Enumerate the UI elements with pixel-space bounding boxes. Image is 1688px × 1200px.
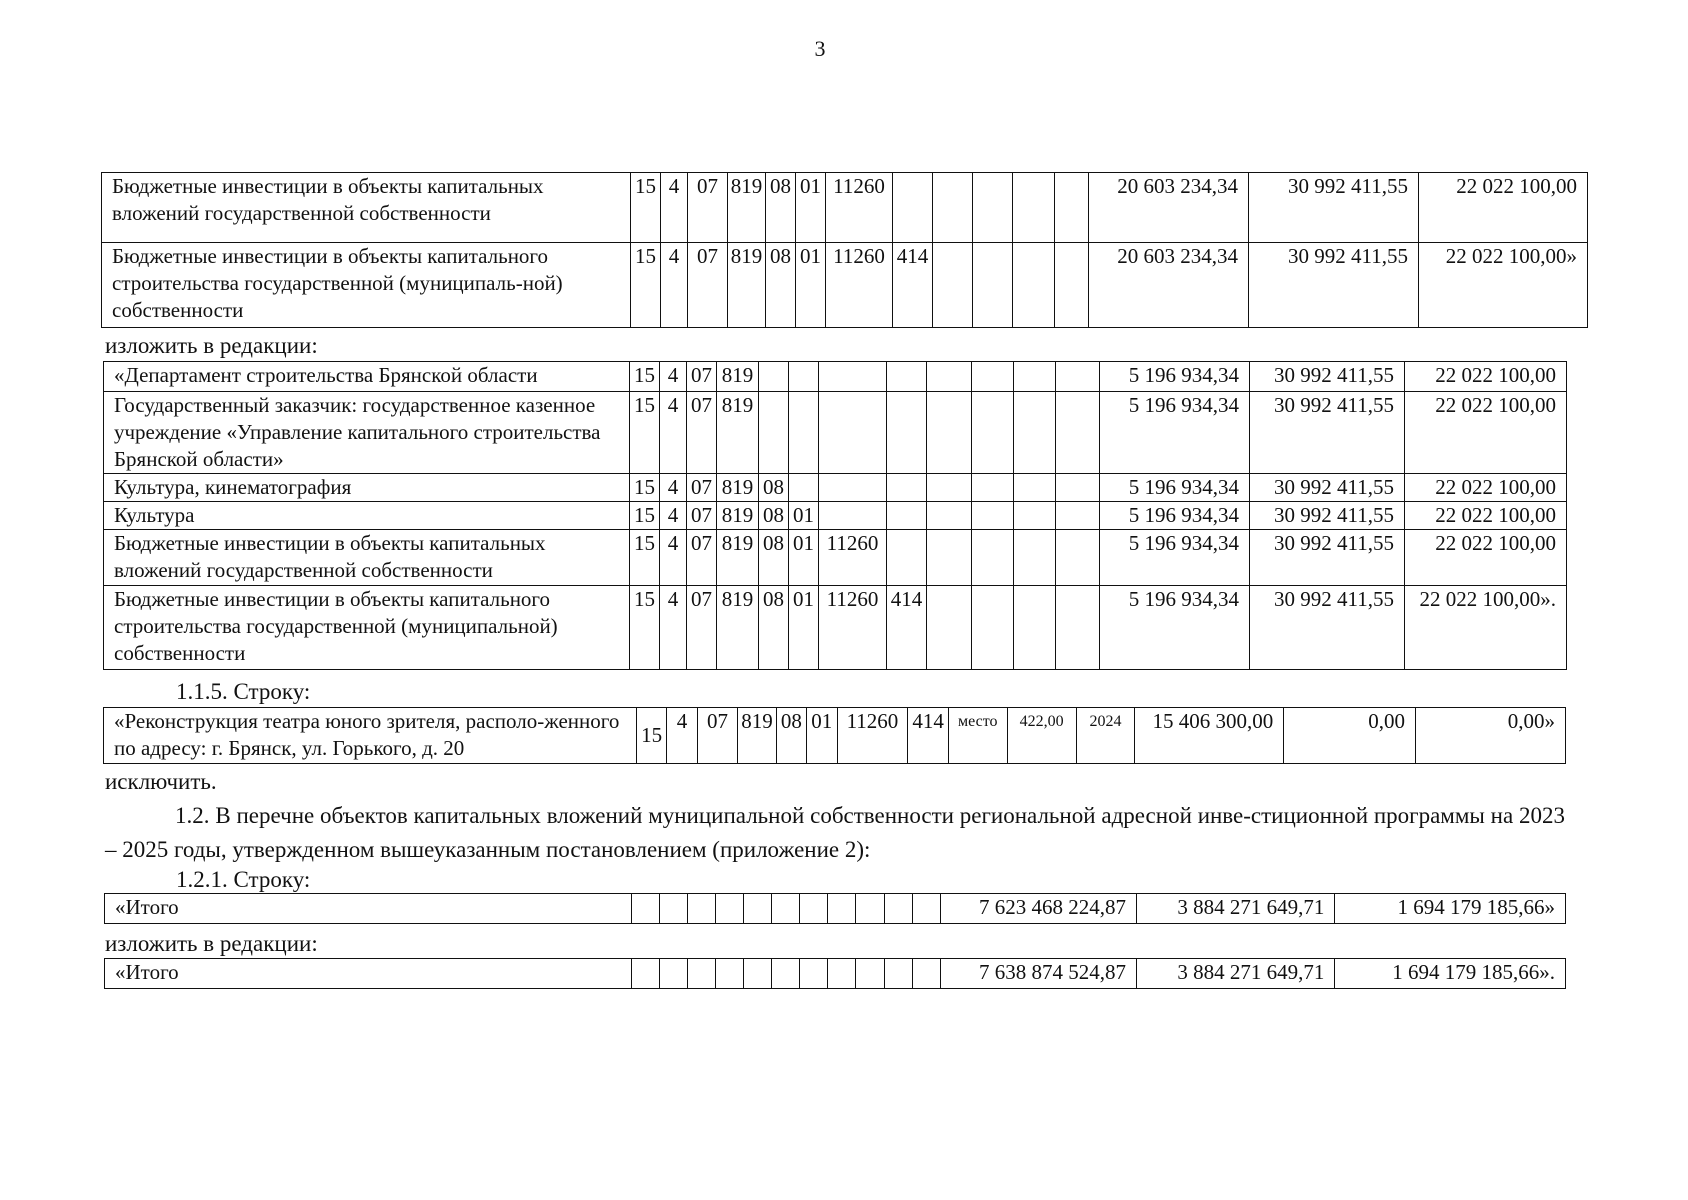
row-name: Бюджетные инвестиции в объекты капитальных вложений государственной собственности bbox=[104, 530, 630, 586]
code-cell bbox=[887, 362, 927, 392]
row-name: «Реконструкция театра юного зрителя, располо-женного по адресу: г. Брянск, ул. Горького, д. 20 bbox=[104, 708, 637, 764]
capacity-cell: 422,00 bbox=[1007, 708, 1076, 764]
code-cell: 414 bbox=[893, 243, 933, 328]
value-2023: 5 196 934,34 bbox=[1100, 474, 1250, 502]
code-cell bbox=[660, 894, 688, 924]
page-number: 3 bbox=[814, 36, 826, 61]
table-total-new bbox=[104, 958, 1566, 989]
value-2025: 1 694 179 185,66». bbox=[1335, 959, 1566, 989]
table-row bbox=[104, 502, 1567, 530]
row-name: Бюджетные инвестиции в объекты капитального строительства государственной (муниципаль-ной) собственности bbox=[102, 243, 631, 328]
value-2023: 7 638 874 524,87 bbox=[940, 959, 1136, 989]
code-cell: 4 bbox=[667, 708, 697, 764]
value-2023: 5 196 934,34 bbox=[1100, 530, 1250, 586]
value-2025: 22 022 100,00». bbox=[1405, 586, 1567, 670]
code-cell bbox=[887, 502, 927, 530]
row-name: «Итого bbox=[105, 959, 632, 989]
code-cell: 07 bbox=[687, 392, 717, 474]
code-cell: 15 bbox=[630, 474, 660, 502]
code-cell bbox=[772, 894, 800, 924]
code-cell bbox=[1014, 474, 1056, 502]
unit-cell: место bbox=[948, 708, 1007, 764]
value-2024: 3 884 271 649,71 bbox=[1136, 894, 1334, 924]
code-cell: 15 bbox=[630, 530, 660, 586]
code-cell: 08 bbox=[759, 502, 789, 530]
value-2024: 30 992 411,55 bbox=[1250, 392, 1405, 474]
table-row bbox=[104, 708, 1566, 764]
code-cell bbox=[819, 392, 887, 474]
code-cell: 07 bbox=[688, 173, 728, 243]
row-name: Культура bbox=[104, 502, 630, 530]
code-cell bbox=[772, 959, 800, 989]
code-cell: 15 bbox=[636, 708, 666, 764]
table-row bbox=[104, 362, 1567, 392]
code-cell: 15 bbox=[630, 362, 660, 392]
code-cell bbox=[927, 474, 972, 502]
code-cell: 01 bbox=[796, 173, 826, 243]
code-cell: 11260 bbox=[826, 173, 893, 243]
code-cell bbox=[884, 894, 912, 924]
code-cell bbox=[744, 894, 772, 924]
code-cell bbox=[1014, 586, 1056, 670]
code-cell bbox=[1014, 362, 1056, 392]
row-name: «Итого bbox=[105, 894, 632, 924]
code-cell: 07 bbox=[687, 362, 717, 392]
code-cell: 11260 bbox=[837, 708, 908, 764]
code-cell: 4 bbox=[660, 474, 687, 502]
code-cell bbox=[1014, 502, 1056, 530]
value-2024: 30 992 411,55 bbox=[1250, 474, 1405, 502]
code-cell: 414 bbox=[887, 586, 927, 670]
code-cell bbox=[1056, 586, 1100, 670]
value-2023: 7 623 468 224,87 bbox=[940, 894, 1136, 924]
value-2025: 0,00» bbox=[1415, 708, 1565, 764]
code-cell bbox=[884, 959, 912, 989]
code-cell bbox=[759, 392, 789, 474]
code-cell: 11260 bbox=[826, 243, 893, 328]
row-name: Культура, кинематография bbox=[104, 474, 630, 502]
value-2023: 5 196 934,34 bbox=[1100, 392, 1250, 474]
value-2025: 1 694 179 185,66» bbox=[1335, 894, 1566, 924]
code-cell: 01 bbox=[789, 502, 819, 530]
code-cell: 819 bbox=[717, 530, 759, 586]
code-cell bbox=[927, 362, 972, 392]
table-row bbox=[102, 243, 1588, 328]
value-2025: 22 022 100,00 bbox=[1405, 530, 1567, 586]
code-cell bbox=[927, 586, 972, 670]
table-new-rows bbox=[103, 361, 1567, 670]
code-cell bbox=[819, 502, 887, 530]
code-cell bbox=[972, 530, 1014, 586]
code-cell: 08 bbox=[776, 708, 806, 764]
code-cell: 819 bbox=[717, 474, 759, 502]
code-cell bbox=[972, 586, 1014, 670]
code-cell bbox=[933, 173, 973, 243]
code-cell bbox=[927, 530, 972, 586]
code-cell: 15 bbox=[631, 173, 661, 243]
code-cell: 07 bbox=[697, 708, 738, 764]
code-cell: 01 bbox=[789, 586, 819, 670]
code-cell: 4 bbox=[660, 502, 687, 530]
code-cell bbox=[1056, 362, 1100, 392]
code-cell bbox=[1056, 502, 1100, 530]
value-2023: 5 196 934,34 bbox=[1100, 362, 1250, 392]
code-cell bbox=[819, 474, 887, 502]
code-cell: 01 bbox=[807, 708, 837, 764]
code-cell bbox=[688, 894, 716, 924]
instruction-text: исключить. bbox=[105, 769, 217, 794]
value-2024: 0,00 bbox=[1284, 708, 1416, 764]
code-cell bbox=[887, 530, 927, 586]
code-cell bbox=[716, 894, 744, 924]
code-cell: 07 bbox=[687, 474, 717, 502]
value-2025: 22 022 100,00 bbox=[1419, 173, 1588, 243]
code-cell bbox=[1055, 173, 1089, 243]
code-cell: 15 bbox=[630, 392, 660, 474]
code-cell bbox=[1014, 530, 1056, 586]
code-cell: 01 bbox=[796, 243, 826, 328]
code-cell bbox=[800, 959, 828, 989]
code-cell bbox=[688, 959, 716, 989]
code-cell bbox=[828, 959, 856, 989]
value-2023: 5 196 934,34 bbox=[1100, 502, 1250, 530]
instruction-text: изложить в редакции: bbox=[105, 931, 318, 956]
code-cell: 08 bbox=[759, 474, 789, 502]
table-row bbox=[102, 173, 1588, 243]
code-cell bbox=[632, 959, 660, 989]
code-cell bbox=[927, 502, 972, 530]
table-total-old bbox=[104, 893, 1566, 924]
value-2023: 20 603 234,34 bbox=[1089, 173, 1249, 243]
code-cell bbox=[912, 959, 940, 989]
code-cell: 07 bbox=[688, 243, 728, 328]
code-cell: 819 bbox=[717, 362, 759, 392]
code-cell bbox=[759, 362, 789, 392]
table-row bbox=[105, 959, 1566, 989]
code-cell bbox=[789, 392, 819, 474]
code-cell: 15 bbox=[631, 243, 661, 328]
code-cell bbox=[1014, 392, 1056, 474]
code-cell: 4 bbox=[661, 173, 688, 243]
code-cell bbox=[887, 392, 927, 474]
table-row bbox=[104, 586, 1567, 670]
code-cell: 08 bbox=[759, 530, 789, 586]
code-cell: 11260 bbox=[819, 586, 887, 670]
code-cell: 08 bbox=[766, 243, 796, 328]
value-2024: 30 992 411,55 bbox=[1250, 362, 1405, 392]
code-cell bbox=[972, 362, 1014, 392]
code-cell bbox=[972, 474, 1014, 502]
code-cell bbox=[912, 894, 940, 924]
value-2025: 22 022 100,00 bbox=[1405, 474, 1567, 502]
section-1-1-5: 1.1.5. Строку: bbox=[176, 679, 311, 704]
code-cell bbox=[632, 894, 660, 924]
code-cell bbox=[1056, 392, 1100, 474]
code-cell bbox=[660, 959, 688, 989]
value-2025: 22 022 100,00» bbox=[1419, 243, 1588, 328]
code-cell: 819 bbox=[728, 173, 766, 243]
code-cell: 01 bbox=[789, 530, 819, 586]
code-cell: 08 bbox=[759, 586, 789, 670]
table-removed-row bbox=[103, 707, 1566, 764]
table-row bbox=[105, 894, 1566, 924]
code-cell: 819 bbox=[738, 708, 777, 764]
table-row bbox=[104, 474, 1567, 502]
code-cell bbox=[789, 362, 819, 392]
code-cell: 4 bbox=[661, 243, 688, 328]
code-cell: 07 bbox=[687, 586, 717, 670]
code-cell bbox=[972, 392, 1014, 474]
code-cell: 11260 bbox=[819, 530, 887, 586]
code-cell bbox=[744, 959, 772, 989]
code-cell bbox=[973, 173, 1013, 243]
value-2025: 22 022 100,00 bbox=[1405, 392, 1567, 474]
code-cell: 819 bbox=[717, 586, 759, 670]
code-cell bbox=[972, 502, 1014, 530]
value-2024: 30 992 411,55 bbox=[1249, 173, 1419, 243]
instruction-text: изложить в редакции: bbox=[105, 333, 318, 358]
code-cell: 414 bbox=[908, 708, 949, 764]
code-cell bbox=[927, 392, 972, 474]
code-cell: 08 bbox=[766, 173, 796, 243]
row-name: Бюджетные инвестиции в объекты капитального строительства государственной (муниципальной) собственности bbox=[104, 586, 630, 670]
value-2025: 22 022 100,00 bbox=[1405, 362, 1567, 392]
row-name: Бюджетные инвестиции в объекты капитальных вложений государственной собственности bbox=[102, 173, 631, 243]
value-2023: 15 406 300,00 bbox=[1135, 708, 1284, 764]
row-name: «Департамент строительства Брянской области bbox=[104, 362, 630, 392]
code-cell: 15 bbox=[630, 502, 660, 530]
code-cell: 819 bbox=[717, 502, 759, 530]
code-cell bbox=[1013, 173, 1055, 243]
code-cell bbox=[789, 474, 819, 502]
code-cell bbox=[716, 959, 744, 989]
value-2023: 5 196 934,34 bbox=[1100, 586, 1250, 670]
code-cell: 4 bbox=[660, 392, 687, 474]
code-cell bbox=[1056, 530, 1100, 586]
code-cell bbox=[800, 894, 828, 924]
row-name: Государственный заказчик: государственное казенное учреждение «Управление капитального строительства Брянской области» bbox=[104, 392, 630, 474]
code-cell: 07 bbox=[687, 502, 717, 530]
code-cell bbox=[893, 173, 933, 243]
code-cell bbox=[819, 362, 887, 392]
value-2024: 30 992 411,55 bbox=[1250, 586, 1405, 670]
code-cell: 4 bbox=[660, 530, 687, 586]
code-cell bbox=[933, 243, 973, 328]
code-cell: 07 bbox=[687, 530, 717, 586]
section-1-2-paragraph: 1.2. В перечне объектов капитальных вложений муниципальной собственности региональной адресной инве-стиционной программы на 2023 – 2025 годы, утвержденном вышеуказанным постановлением (приложение 2): bbox=[105, 803, 1565, 862]
value-2024: 3 884 271 649,71 bbox=[1136, 959, 1334, 989]
code-cell bbox=[856, 959, 884, 989]
value-2024: 30 992 411,55 bbox=[1249, 243, 1419, 328]
code-cell bbox=[1013, 243, 1055, 328]
code-cell: 819 bbox=[728, 243, 766, 328]
code-cell: 4 bbox=[660, 586, 687, 670]
code-cell: 819 bbox=[717, 392, 759, 474]
section-1-2-1: 1.2.1. Строку: bbox=[176, 867, 311, 892]
value-2025: 22 022 100,00 bbox=[1405, 502, 1567, 530]
code-cell bbox=[887, 474, 927, 502]
value-2023: 20 603 234,34 bbox=[1089, 243, 1249, 328]
code-cell bbox=[1056, 474, 1100, 502]
code-cell bbox=[856, 894, 884, 924]
code-cell bbox=[828, 894, 856, 924]
code-cell: 15 bbox=[630, 586, 660, 670]
code-cell bbox=[973, 243, 1013, 328]
code-cell: 4 bbox=[660, 362, 687, 392]
table-row bbox=[104, 530, 1567, 586]
table-row bbox=[104, 392, 1567, 474]
year-cell: 2024 bbox=[1076, 708, 1135, 764]
table-old-rows bbox=[101, 172, 1588, 328]
value-2024: 30 992 411,55 bbox=[1250, 502, 1405, 530]
value-2024: 30 992 411,55 bbox=[1250, 530, 1405, 586]
code-cell bbox=[1055, 243, 1089, 328]
